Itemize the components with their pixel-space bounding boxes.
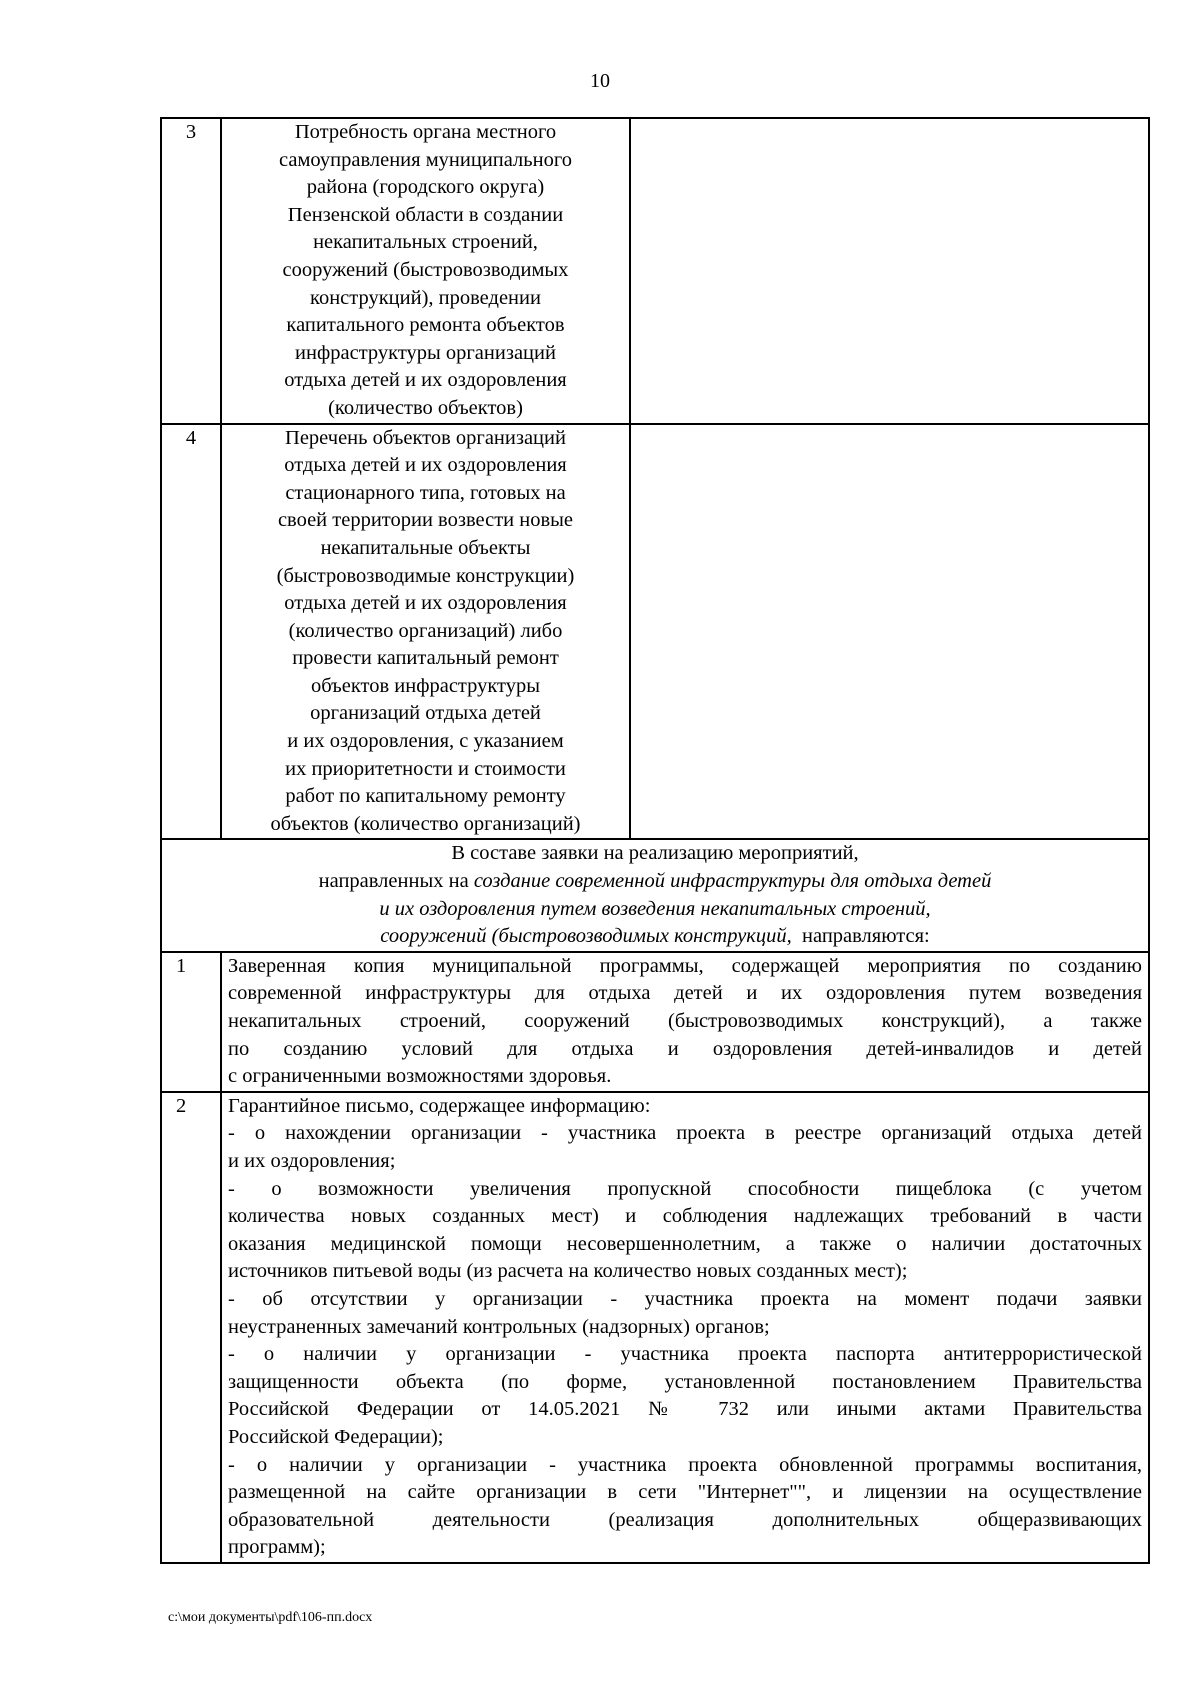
text-line: и их оздоровления;	[228, 1149, 396, 1172]
section-header-row	[161, 839, 1149, 951]
text-line: их приоритетности и стоимости	[285, 757, 566, 780]
text-line: (количество объектов)	[328, 396, 523, 419]
text-line: количества новых созданных мест) и соблюдения надлежащих требований в части	[228, 1205, 1142, 1228]
table-row	[161, 118, 1149, 424]
text-line: по созданию условий для отдыха и оздоровления детей-инвалидов и детей	[228, 1037, 1142, 1060]
text-line: оказания медицинской помощи несовершеннолетним, а также о наличии достаточных	[228, 1232, 1142, 1255]
text-line: Российской Федерации);	[228, 1425, 444, 1448]
text-line: сооружений (быстровозводимых	[282, 258, 569, 281]
row-description	[221, 424, 630, 840]
text-line: Перечень объектов организаций	[285, 426, 566, 449]
text-line: - о возможности увеличения пропускной способности пищеблока (с учетом	[228, 1177, 1142, 1200]
text-line: Гарантийное письмо, содержащее информацию:	[228, 1094, 651, 1117]
text-line: района (городского округа)	[306, 176, 545, 199]
text-line: (количество организаций) либо	[288, 619, 563, 642]
text-line: - о наличии у организации - участника проекта обновленной программы воспитания,	[228, 1453, 1142, 1476]
text-line: неустраненных замечаний контрольных (надзорных) органов;	[228, 1315, 770, 1338]
text-line: с ограниченными возможностями здоровья.	[228, 1065, 612, 1088]
text-line: объектов (количество организаций)	[270, 812, 581, 835]
text-line: Потребность органа местного	[294, 121, 557, 143]
text-line: отдыха детей и их оздоровления	[284, 369, 567, 392]
text-line: провести капитальный ремонт	[292, 647, 559, 670]
row-value-cell	[630, 118, 1149, 424]
text-line: конструкций), проведении	[310, 286, 541, 309]
table-row	[161, 952, 1149, 1092]
row-description	[221, 118, 630, 424]
section-header: В составе заявки на реализацию мероприятий, направленных на создание современной инфраструктуры для отдыха детей и их оздоровления путем возведения некапитальных строений, сооружений (быстровозводимых конструкций, направляются:	[161, 839, 1149, 951]
text-line: самоуправления муниципального	[279, 148, 572, 171]
text-line: объектов инфраструктуры	[310, 674, 541, 697]
text-line: стационарного типа, готовых на	[285, 481, 566, 504]
document-table	[160, 117, 1150, 1564]
text-line: - о наличии у организации - участника проекта паспорта антитеррористической	[228, 1343, 1142, 1366]
text-line: Российской Федерации от 14.05.2021 № 732 или иными актами Правительства	[228, 1398, 1142, 1421]
text-line: Заверенная копия муниципальной программы, содержащей мероприятия по созданию	[228, 954, 1142, 977]
table-row	[161, 424, 1149, 840]
row-number: 2	[161, 1092, 221, 1563]
text-line: образовательной деятельности (реализация дополнительных общеразвивающих	[228, 1508, 1142, 1531]
text-line: некапитальных строений,	[313, 231, 538, 254]
text-line: и их оздоровления, с указанием	[287, 730, 564, 753]
text-line: современной инфраструктуры для отдыха детей и их оздоровления путем возведения	[228, 982, 1142, 1005]
text-line: - о нахождении организации - участника проекта в реестре организаций отдыха детей	[228, 1122, 1142, 1145]
text-line: источников питьевой воды (из расчета на количество новых созданных мест);	[228, 1260, 908, 1283]
row-number: 1	[161, 952, 221, 1092]
table-row	[161, 1092, 1149, 1563]
row-number: 3	[161, 118, 221, 424]
row-description	[221, 1092, 1149, 1563]
text-line: организаций отдыха детей	[310, 702, 541, 725]
text-line: работ по капитальному ремонту	[285, 785, 566, 808]
text-line: Пензенской области в создании	[287, 203, 564, 226]
text-line: некапитальных строений, сооружений (быстровозводимых конструкций), а также	[228, 1010, 1142, 1032]
text-line: инфраструктуры организаций	[295, 341, 556, 364]
row-number: 4	[161, 424, 221, 840]
text-line: размещенной на сайте организации в сети "Интернет"", и лицензии на осуществление	[228, 1481, 1142, 1504]
text-line: - об отсутствии у организации - участника проекта на момент подачи заявки	[228, 1287, 1142, 1310]
file-path-footer: c:\мои документы\pdf\106-пп.docx	[168, 1610, 373, 1625]
text-line: своей территории возвести новые	[277, 509, 574, 532]
text-line: отдыха детей и их оздоровления	[284, 454, 567, 477]
text-line: капитального ремонта объектов	[286, 314, 565, 337]
row-value-cell	[630, 424, 1149, 840]
text-line: программ);	[228, 1536, 326, 1559]
text-line: защищенности объекта (по форме, установленной постановлением Правительства	[228, 1370, 1142, 1393]
text-line: отдыха детей и их оздоровления	[284, 592, 567, 615]
text-line: некапитальные объекты	[320, 536, 531, 559]
text-line: (быстровозводимые конструкции)	[276, 564, 575, 587]
row-description	[221, 952, 1149, 1092]
page-number: 10	[590, 70, 610, 92]
